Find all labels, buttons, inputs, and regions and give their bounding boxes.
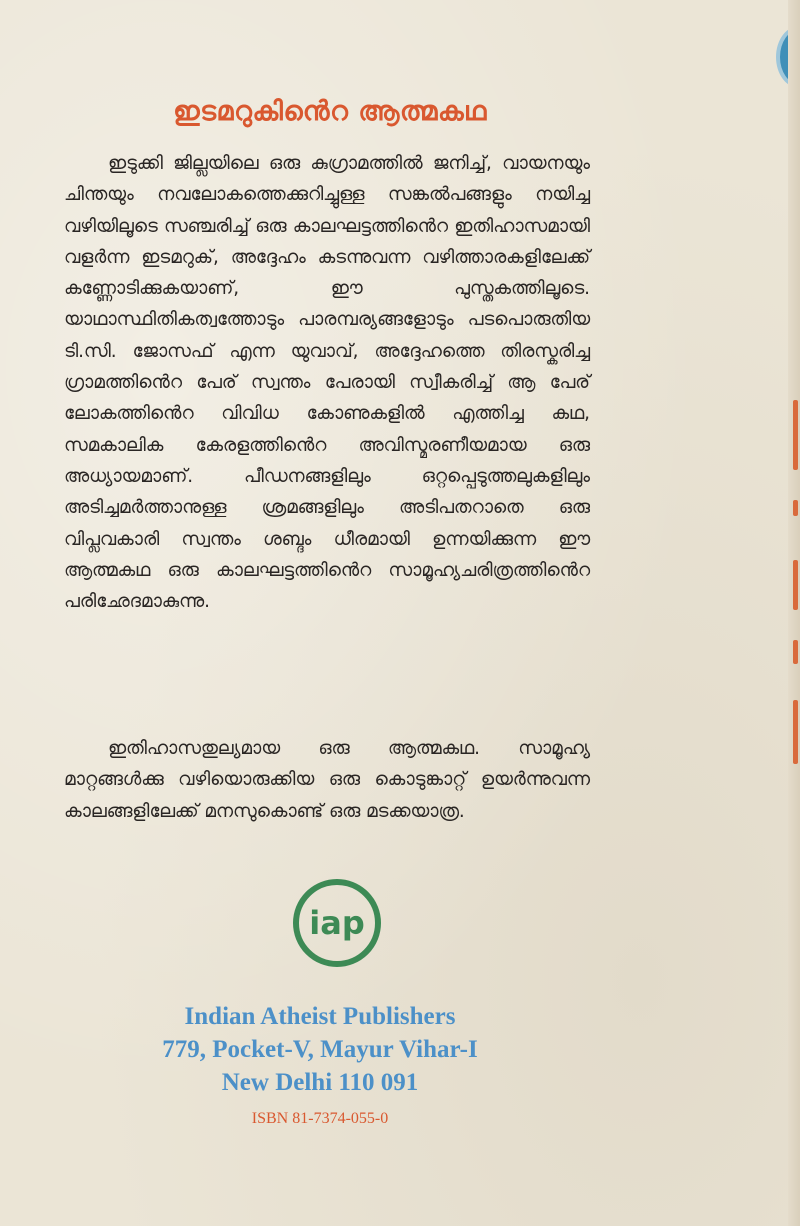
publisher-address-line-2: New Delhi 110 091 xyxy=(221,1069,419,1096)
logo-text: iap xyxy=(309,904,365,942)
publisher-name: Indian Atheist Publishers xyxy=(184,1003,456,1030)
publisher-block xyxy=(0,1000,640,1099)
spine-mark xyxy=(793,400,798,470)
book-title: ഇടമറുകിൻെറ ആത്മകഥ xyxy=(173,96,487,127)
spine-edge xyxy=(788,0,800,1226)
blurb-paragraph-2: ഇതിഹാസതുല്യമായ ഒരു ആത്മകഥ. സാമൂഹ്യ മാറ്റങ്ങൾക്കു വഴിയൊരുക്കിയ ഒരു കൊടുങ്കാറ്റ് ഉയർന്നുവന്ന കാലങ്ങളിലേക്ക് മനസുകൊണ്ട് ഒരു മടക്കയാത്ര. xyxy=(64,738,590,822)
spine-mark xyxy=(793,700,798,764)
spine-mark xyxy=(793,500,798,516)
spine-mark xyxy=(793,640,798,664)
publisher-logo xyxy=(290,876,384,970)
publisher-address-line-1: 779, Pocket-V, Mayur Vihar-I xyxy=(162,1036,478,1063)
spine-mark xyxy=(793,560,798,610)
blurb-paragraph-1: ഇടുക്കി ജില്ലയിലെ ഒരു കുഗ്രാമത്തിൽ ജനിച്ച്, വായനയും ചിന്തയും നവലോകത്തെക്കുറിച്ചുള്ള സങ്കൽപങ്ങളും നയിച്ച വഴിയിലൂടെ സഞ്ചരിച്ച് ഒരു കാലഘട്ടത്തിൻെറ ഇതിഹാസമായി വളർന്ന ഇടമറുക്, അദ്ദേഹം കടന്നുവന്ന വഴിത്താരകളിലേക്ക് കണ്ണോടിക്കുകയാണ്, ഈ പുസ്തകത്തിലൂടെ. യാഥാസ്ഥിതികത്വത്തോടും പാരമ്പര്യങ്ങളോടും പടപൊരുതിയ ടി.സി. ജോസഫ് എന്ന യുവാവ്, അദ്ദേഹത്തെ തിരസ്കരിച്ച ഗ്രാമത്തിൻെറ പേര് സ്വന്തം പേരായി സ്വീകരിച്ച് ആ പേര് ലോകത്തിൻെറ വിവിധ കോണുകളിൽ എത്തിച്ച കഥ, സമകാലിക കേരളത്തിൻെറ അവിസ്മരണീയമായ ഒരു അധ്യായമാണ്. പീഡനങ്ങളിലും ഒറ്റപ്പെടുത്തലുകളിലും അടിച്ചമർത്താനുള്ള ശ്രമങ്ങളിലും അടിപതറാതെ ഒരു വിപ്ലവകാരി സ്വന്തം ശബ്ദം ധീരമായി ഉന്നയിക്കുന്ന ഈ ആത്മകഥ ഒരു കാലഘട്ടത്തിൻെറ സാമൂഹ്യചരിത്രത്തിൻെറ പരിഛേദമാകുന്നു. xyxy=(64,153,590,613)
isbn-number: ISBN 81-7374-055-0 xyxy=(251,1110,389,1127)
